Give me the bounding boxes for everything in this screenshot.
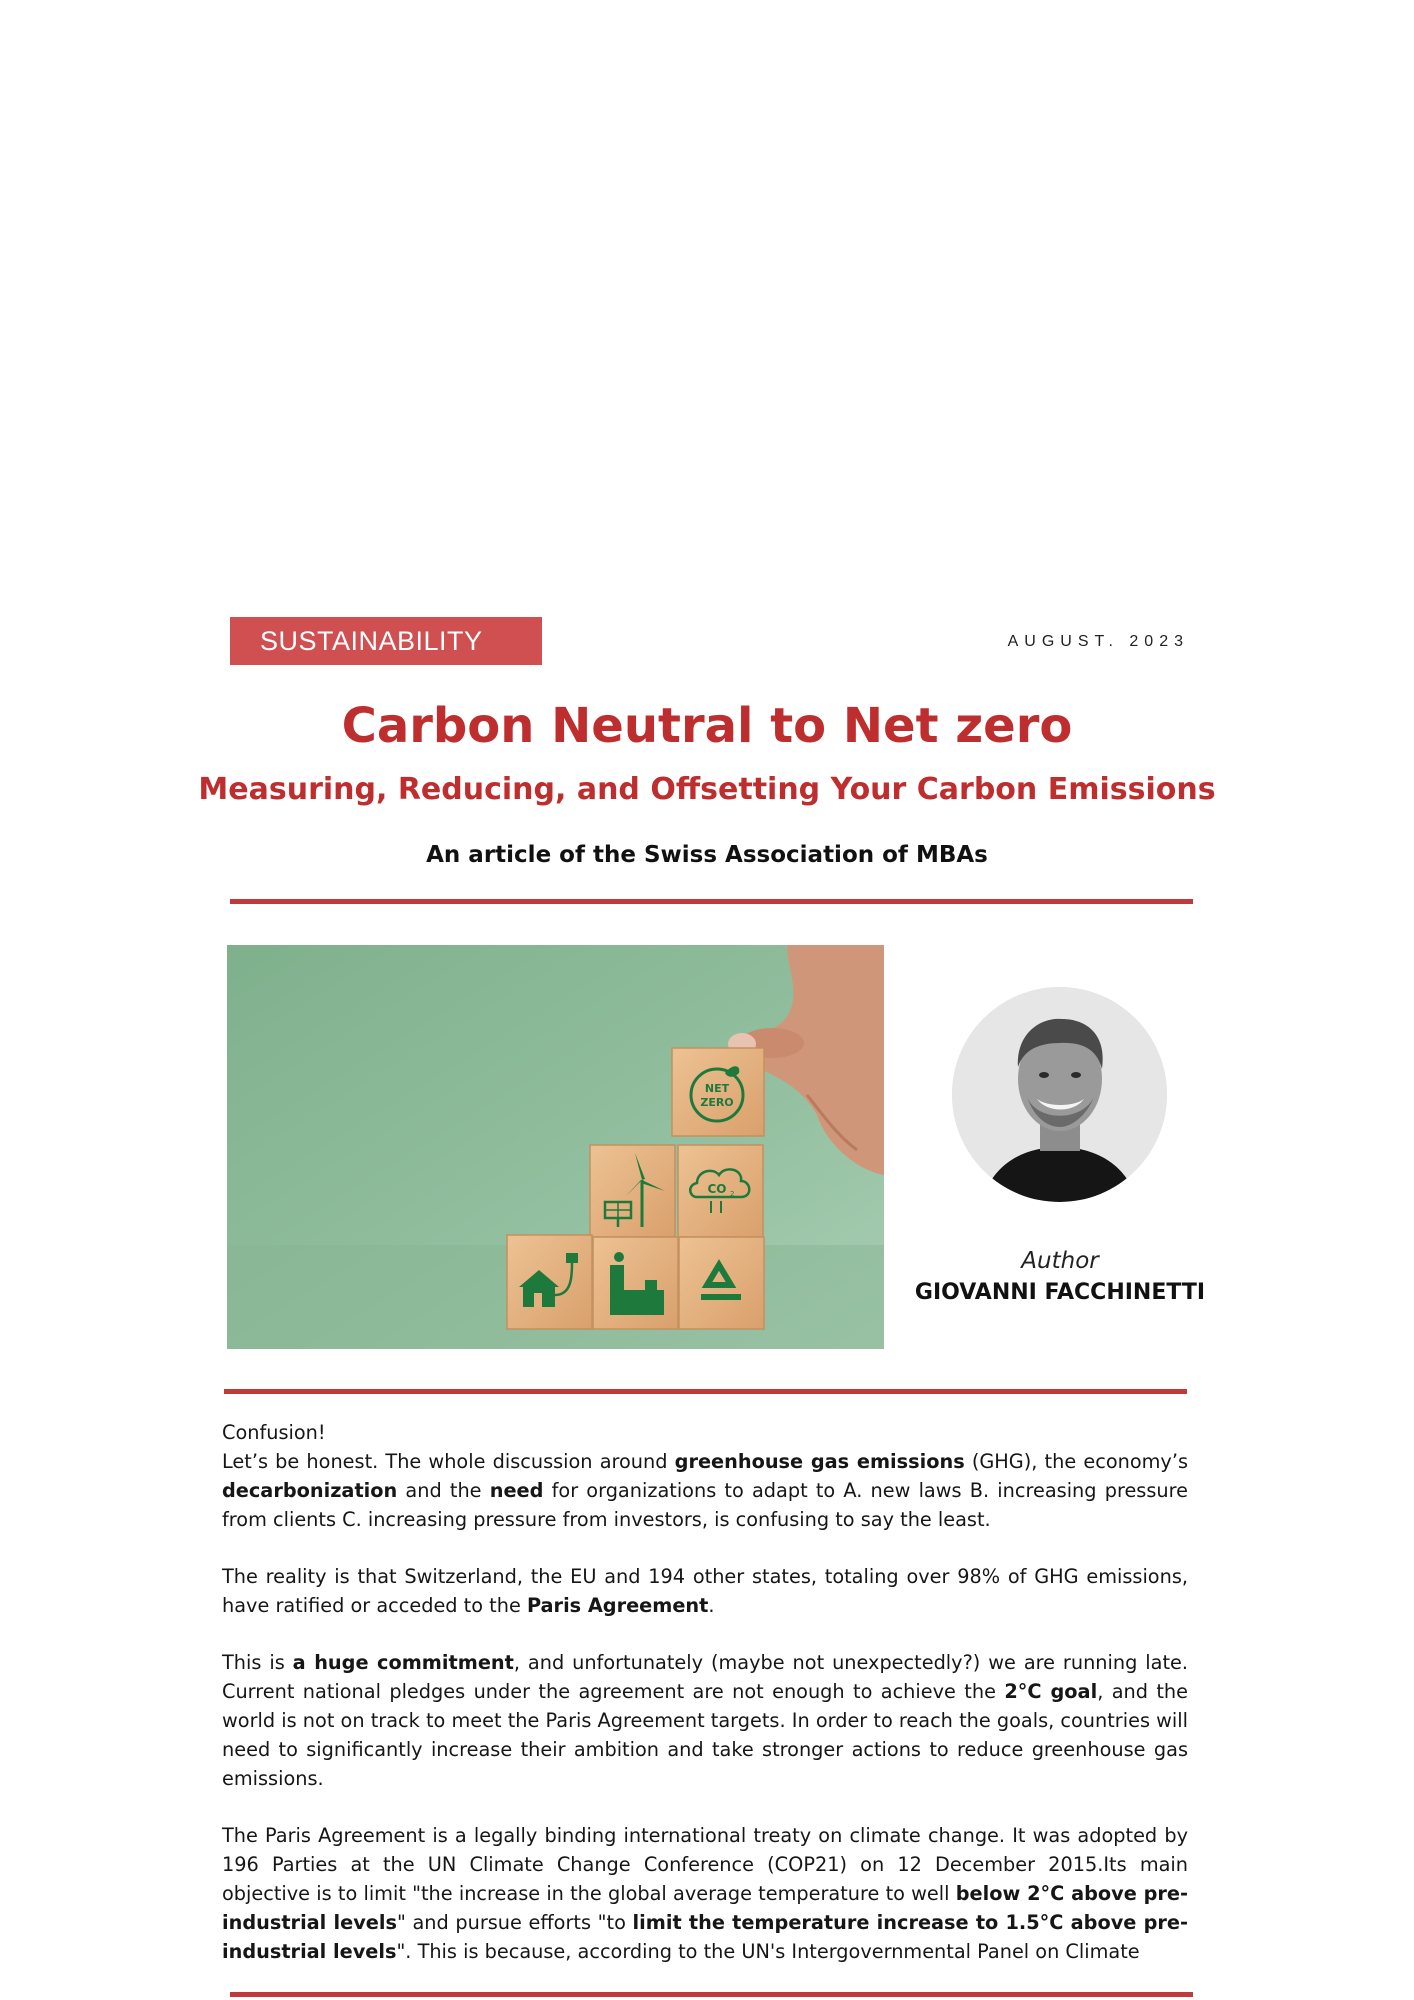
text-run: . xyxy=(708,1594,715,1617)
text-run: The Paris Agreement is a legally binding international treaty on climate change. It was adopted by 196 Parties at the UN Climate Change Conference (COP21) on 12 December 2015.Its main objective is to limit "the increase in the global average temperature to well xyxy=(222,1824,1188,1905)
emphasis-text: a huge commitment xyxy=(292,1651,514,1674)
divider-middle xyxy=(224,1389,1187,1394)
text-run: and the xyxy=(397,1479,490,1502)
article-title: Carbon Neutral to Net zero xyxy=(341,698,1073,754)
text-run: , and the world is not on track to meet the Paris Agreement targets. In order to reach the goals, countries will need to significantly increase their ambition and take stronger actions to reduce greenhouse gas emissions. xyxy=(222,1680,1189,1790)
article-subtitle: Measuring, Reducing, and Offsetting Your Carbon Emissions xyxy=(198,772,1216,807)
body-paragraph-4 xyxy=(222,1821,1188,1966)
net-zero-blocks-illustration xyxy=(227,945,884,1349)
article-byline: An article of the Swiss Association of MBAs xyxy=(426,842,988,868)
text-run: ". This is because, according to the UN's Intergovernmental Panel on Climate xyxy=(396,1940,1140,1963)
emphasis-text: need xyxy=(489,1479,544,1502)
body-intro: Confusion! xyxy=(222,1421,326,1444)
divider-top xyxy=(230,899,1193,904)
emphasis-text: greenhouse gas emissions xyxy=(674,1450,965,1473)
body-paragraph-1 xyxy=(222,1447,1188,1534)
author-portrait-icon xyxy=(952,987,1167,1202)
text-run: (GHG), the economy’s xyxy=(964,1450,1188,1473)
svg-text:NET: NET xyxy=(704,1082,730,1095)
author-avatar xyxy=(952,987,1167,1202)
text-run: " and pursue efforts "to xyxy=(396,1911,633,1934)
body-paragraph-2 xyxy=(222,1562,1188,1620)
emphasis-text: decarbonization xyxy=(222,1479,398,1502)
author-label: Author xyxy=(1021,1248,1099,1274)
svg-text:ZERO: ZERO xyxy=(700,1096,734,1109)
author-name: GIOVANNI FACCHINETTI xyxy=(914,1280,1206,1305)
text-run: This is xyxy=(222,1651,293,1674)
text-run: The reality is that Switzerland, the EU and 194 other states, totaling over 98% of GHG emissions, have ratified or acceded to the xyxy=(222,1565,1188,1617)
emphasis-text: limit the temperature increase to 1.5°C above pre-industrial levels xyxy=(222,1911,1188,1963)
emphasis-text: below 2°C above pre-industrial levels xyxy=(222,1882,1188,1934)
hero-image xyxy=(227,945,884,1349)
divider-bottom xyxy=(230,1992,1193,1997)
text-run: , and unfortunately (maybe not unexpectedly?) we are running late. Current national pledges under the agreement are not enough to achieve the xyxy=(222,1651,1188,1703)
body-paragraph-3 xyxy=(222,1648,1188,1793)
text-run: for organizations to adapt to A. new laws B. increasing pressure from clients C. increasing pressure from investors, is confusing to say the least. xyxy=(222,1479,1188,1531)
svg-text:CO: CO xyxy=(707,1182,727,1196)
svg-text:2: 2 xyxy=(730,1190,735,1198)
article-body xyxy=(222,1418,1188,1994)
emphasis-text: Paris Agreement xyxy=(526,1594,709,1617)
category-tag: SUSTAINABILITY xyxy=(230,617,542,665)
publication-date: AUGUST. 2023 xyxy=(1007,633,1189,650)
text-run: Let’s be honest. The whole discussion around xyxy=(222,1450,675,1473)
emphasis-text: 2°C goal xyxy=(1004,1680,1098,1703)
